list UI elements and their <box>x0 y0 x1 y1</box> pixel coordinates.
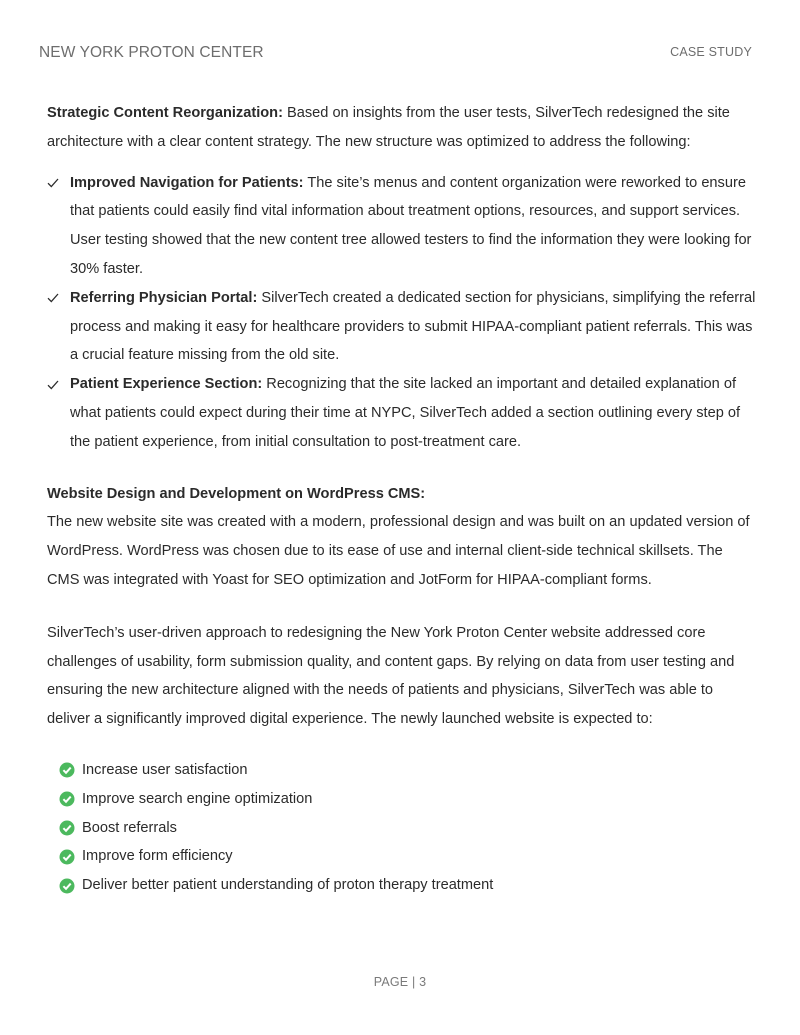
checklist-item-text: Recognizing that the site lacked an important and detailed explanation of what patients could expect during their time at NYPC, SilverTech added a section outlining every step of the patient experience, from initial consultation to post-treatment care. <box>70 376 741 450</box>
outcome-text: Improve search engine optimization <box>82 790 313 807</box>
header-document-type: CASE STUDY <box>670 45 752 59</box>
outcome-text: Improve form efficiency <box>82 848 233 865</box>
intro-paragraph <box>47 99 759 157</box>
check-circle-icon <box>59 762 75 778</box>
intro-label: Strategic Content Reorganization: <box>47 105 283 121</box>
strategy-checklist <box>47 169 759 457</box>
check-icon <box>47 370 61 399</box>
check-circle-icon <box>59 791 75 807</box>
check-circle-icon <box>59 820 75 836</box>
list-item <box>59 785 759 814</box>
summary-paragraph: SilverTech’s user-driven approach to redesigning the New York Proton Center website addressed core challenges of usability, form submission quality, and content gaps. By relying on data from user testing and ensuring the new architecture aligned with the needs of patients and physicians, SilverTech was able to deliver a significantly improved digital experience. The newly launched website is expected to: <box>47 624 735 728</box>
outcome-text: Boost referrals <box>82 819 177 836</box>
page-number: PAGE | 3 <box>373 975 427 989</box>
page-content <box>47 99 759 900</box>
outcome-text: Deliver better patient understanding of proton therapy treatment <box>82 877 494 894</box>
design-section-title: Website Design and Development on WordPress CMS: <box>47 485 426 502</box>
list-item <box>59 871 759 900</box>
checklist-item-label: Referring Physician Portal: <box>70 289 258 306</box>
outcome-text: Increase user satisfaction <box>82 761 248 778</box>
outcomes-list <box>47 756 759 900</box>
check-circle-icon <box>59 878 75 894</box>
checklist-item-label: Improved Navigation for Patients: <box>70 174 304 191</box>
design-section-paragraph: The new website site was created with a modern, professional design and was built on an updated version of WordPress. WordPress was chosen due to its ease of use and internal client-side technical skillsets. The CMS was integrated with Yoast for SEO optimization and JotForm for HIPAA-compliant forms. <box>47 514 750 588</box>
list-item <box>59 756 759 785</box>
list-item <box>47 169 759 284</box>
list-item <box>47 284 759 370</box>
intro-text: Based on insights from the user tests, SilverTech redesigned the site architecture with a clear content strategy. The new structure was optimized to address the following: <box>47 105 730 150</box>
list-item <box>47 370 759 456</box>
checklist-item-label: Patient Experience Section: <box>70 376 263 393</box>
list-item <box>59 814 759 843</box>
check-icon <box>47 284 61 313</box>
header-company-name: NEW YORK PROTON CENTER <box>39 44 264 61</box>
checklist-item-text: SilverTech created a dedicated section for physicians, simplifying the referral process and making it easy for healthcare providers to submit HIPAA-compliant patient referrals. This was a crucial feature missing from the old site. <box>70 289 756 364</box>
check-icon <box>47 169 61 198</box>
check-circle-icon <box>59 849 75 865</box>
list-item <box>59 842 759 871</box>
checklist-item-text: The site’s menus and content organization were reworked to ensure that patients could easily find vital information about treatment options, resources, and support services. User testing showed that the new content tree allowed testers to find the information they were looking for 30% faster. <box>70 174 752 277</box>
